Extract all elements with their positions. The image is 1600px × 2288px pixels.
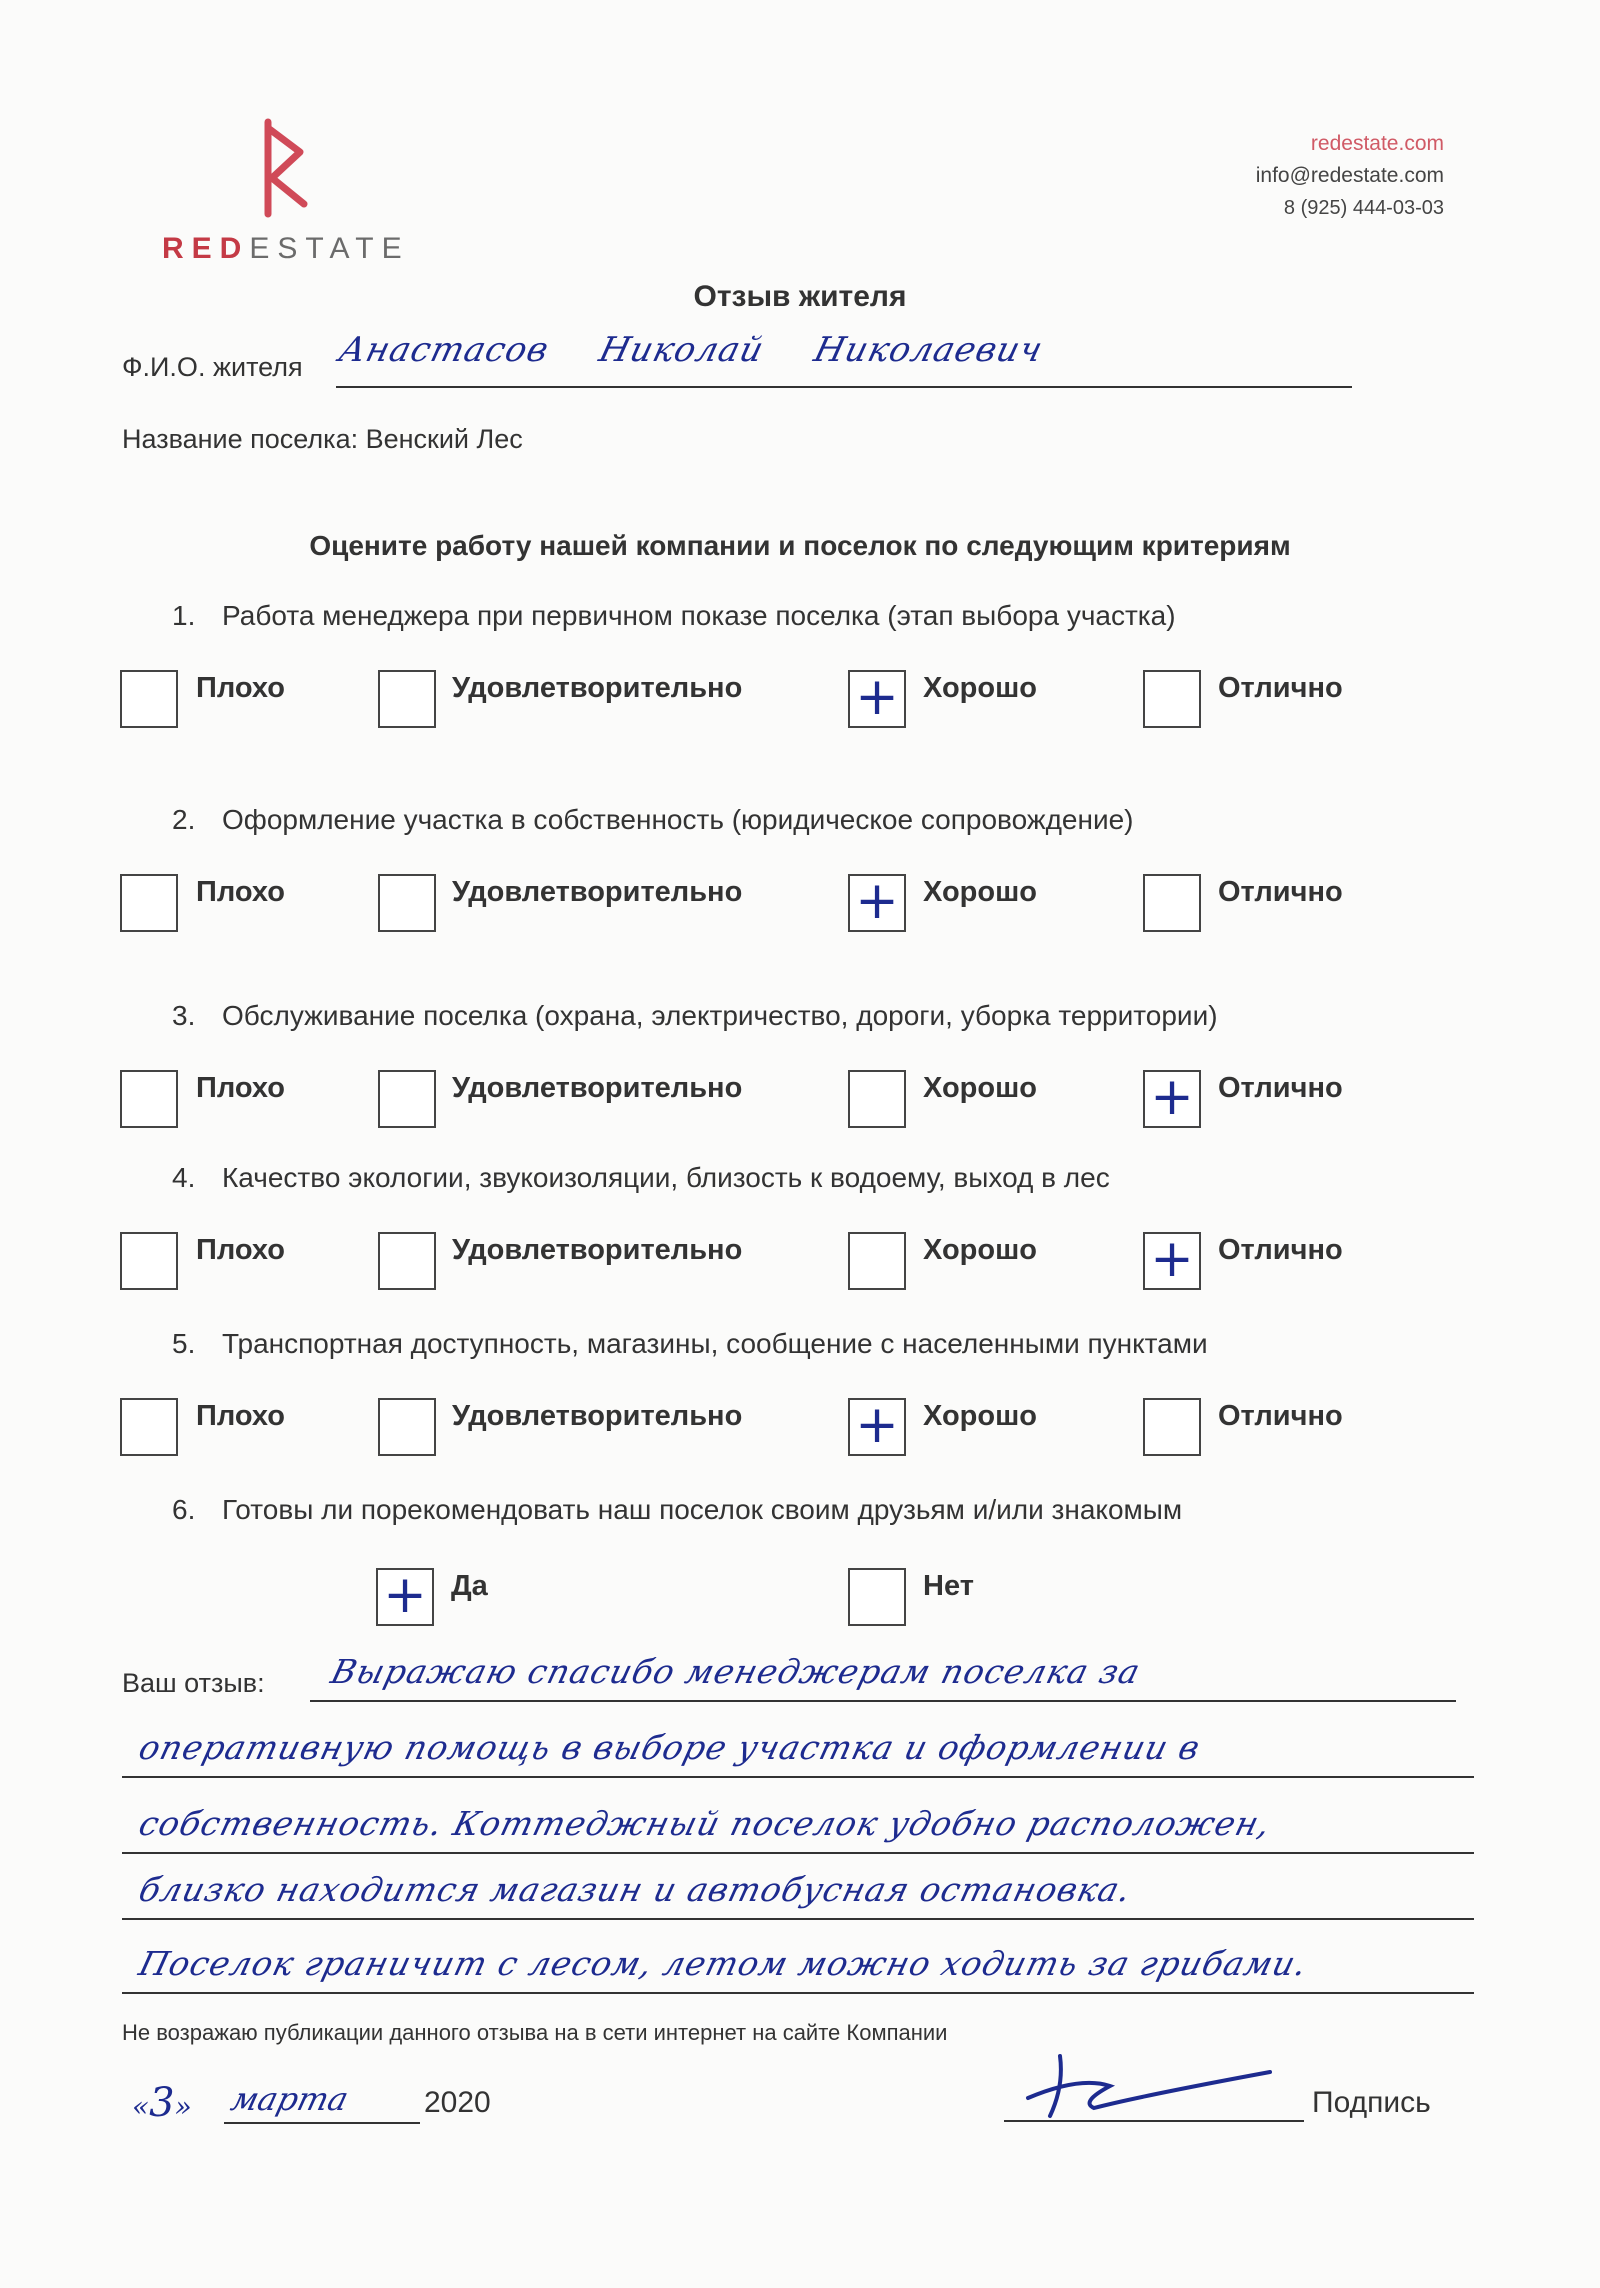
question-2 xyxy=(172,804,1134,836)
contacts-block xyxy=(1256,128,1444,224)
question-5-text: Транспортная доступность, магазины, сообщение с населенными пунктами xyxy=(222,1328,1208,1359)
question-2-text: Оформление участка в собственность (юридическое сопровождение) xyxy=(222,804,1134,835)
question-6-text: Готовы ли порекомендовать наш поселок своим друзьям и/или знакомым xyxy=(222,1494,1183,1525)
date-day[interactable]: 3 xyxy=(149,2080,175,2126)
option-no-label: Нет xyxy=(923,1570,974,1602)
review-line-4 xyxy=(122,1916,1474,1920)
question-4 xyxy=(172,1162,1110,1194)
review-label: Ваш отзыв: xyxy=(122,1668,265,1698)
review-text-line-4[interactable]: близко находится магазин и автобусная остановка. xyxy=(135,1870,1136,1909)
checkbox-q1-option-1[interactable] xyxy=(120,670,178,728)
question-5-number: 5. xyxy=(172,1328,196,1359)
question-4-text: Качество экологии, звукоизоляции, близость к водоему, выход в лес xyxy=(222,1162,1110,1193)
checkbox-q2-option-1[interactable] xyxy=(120,874,178,932)
checkbox-q4-option-2[interactable] xyxy=(378,1232,436,1290)
option-label-q3-3: Хорошо xyxy=(923,1072,1037,1104)
question-1-number: 1. xyxy=(172,600,196,631)
form-title: Отзыв жителя xyxy=(693,280,907,313)
review-line-5 xyxy=(122,1990,1474,1994)
redestate-logo-icon xyxy=(262,118,312,218)
checkbox-q4-mark: + xyxy=(1150,1229,1194,1289)
checkbox-q1-option-2[interactable] xyxy=(378,670,436,728)
checkbox-q2-option-2[interactable] xyxy=(378,874,436,932)
review-line-2 xyxy=(122,1774,1474,1778)
checkbox-q2-mark: + xyxy=(855,871,899,931)
logo-gray-part: ESTATE xyxy=(249,232,410,265)
question-6-number: 6. xyxy=(172,1494,196,1525)
date-month[interactable]: марта xyxy=(227,2080,353,2118)
question-1-text: Работа менеджера при первичном показе поселка (этап выбора участка) xyxy=(222,600,1176,631)
option-label-q5-4: Отлично xyxy=(1218,1400,1343,1432)
option-label-q4-4: Отлично xyxy=(1218,1234,1343,1266)
option-yes-label: Да xyxy=(451,1570,488,1602)
fio-handwritten-value[interactable]: Анастасов Николай Николаевич xyxy=(335,330,1048,370)
checkbox-q5-option-1[interactable] xyxy=(120,1398,178,1456)
date-block xyxy=(132,2080,192,2126)
question-6 xyxy=(172,1494,1182,1526)
option-label-q3-2: Удовлетворительно xyxy=(452,1072,743,1104)
option-label-q4-3: Хорошо xyxy=(923,1234,1037,1266)
checkbox-yes-mark: + xyxy=(383,1565,427,1625)
option-label-q5-2: Удовлетворительно xyxy=(452,1400,743,1432)
fio-underline xyxy=(336,384,1352,388)
contact-site: redestate.com xyxy=(1310,132,1444,155)
signature-label: Подпись xyxy=(1312,2086,1431,2119)
question-5 xyxy=(172,1328,1208,1360)
consent-text: Не возражаю публикации данного отзыва на в сети интернет на сайте Компании xyxy=(122,2020,948,2045)
question-3-number: 3. xyxy=(172,1000,196,1031)
question-4-number: 4. xyxy=(172,1162,196,1193)
review-text-line-1[interactable]: Выражаю спасибо менеджерам поселка за xyxy=(327,1652,1145,1691)
criteria-subtitle: Оцените работу нашей компании и поселок по следующим критериям xyxy=(309,530,1291,561)
checkbox-q3-option-3[interactable] xyxy=(848,1070,906,1128)
checkbox-q5-mark: + xyxy=(855,1395,899,1455)
checkbox-q5-option-2[interactable] xyxy=(378,1398,436,1456)
option-label-q1-3: Хорошо xyxy=(923,672,1037,704)
question-3 xyxy=(172,1000,1218,1032)
option-label-q3-1: Плохо xyxy=(196,1072,285,1104)
review-text-line-5[interactable]: Поселок граничит с лесом, летом можно ходить за грибами. xyxy=(135,1944,1312,1983)
option-label-q4-2: Удовлетворительно xyxy=(452,1234,743,1266)
logo-red-part: RED xyxy=(162,232,250,265)
option-label-q5-3: Хорошо xyxy=(923,1400,1037,1432)
option-label-q2-4: Отлично xyxy=(1218,876,1343,908)
checkbox-no[interactable] xyxy=(848,1568,906,1626)
review-line-1 xyxy=(310,1698,1456,1702)
option-label-q3-4: Отлично xyxy=(1218,1072,1343,1104)
option-label-q1-1: Плохо xyxy=(196,672,285,704)
checkbox-q1-mark: + xyxy=(855,667,899,727)
checkbox-q3-option-1[interactable] xyxy=(120,1070,178,1128)
question-3-text: Обслуживание поселка (охрана, электричество, дороги, уборка территории) xyxy=(222,1000,1218,1031)
date-quote-open: « xyxy=(132,2090,150,2123)
review-line-3 xyxy=(122,1850,1474,1854)
checkbox-q3-mark: + xyxy=(1150,1067,1194,1127)
review-text-line-3[interactable]: собственность. Коттеджный поселок удобно расположен, xyxy=(135,1804,1276,1843)
review-text-line-2[interactable]: оперативную помощь в выборе участка и оформлении в xyxy=(135,1728,1205,1767)
question-2-number: 2. xyxy=(172,804,196,835)
checkbox-q3-option-2[interactable] xyxy=(378,1070,436,1128)
option-label-q5-1: Плохо xyxy=(196,1400,285,1432)
checkbox-q1-option-4[interactable] xyxy=(1143,670,1201,728)
option-label-q2-2: Удовлетворительно xyxy=(452,876,743,908)
checkbox-q5-option-4[interactable] xyxy=(1143,1398,1201,1456)
date-month-line xyxy=(224,2120,420,2124)
village-label: Название поселка: Венский Лес xyxy=(122,424,523,454)
option-label-q2-1: Плохо xyxy=(196,876,285,908)
contact-email: info@redestate.com xyxy=(1255,164,1444,187)
fio-label: Ф.И.О. жителя xyxy=(122,352,303,382)
logo-wordmark xyxy=(162,232,410,266)
checkbox-q4-option-1[interactable] xyxy=(120,1232,178,1290)
option-label-q1-4: Отлично xyxy=(1218,672,1343,704)
date-quote-close: » xyxy=(174,2090,192,2123)
option-label-q4-1: Плохо xyxy=(196,1234,285,1266)
option-label-q2-3: Хорошо xyxy=(923,876,1037,908)
checkbox-q2-option-4[interactable] xyxy=(1143,874,1201,932)
contact-phone: 8 (925) 444-03-03 xyxy=(1283,197,1444,219)
question-1 xyxy=(172,600,1176,632)
date-year: 2020 xyxy=(424,2086,491,2119)
checkbox-q4-option-3[interactable] xyxy=(848,1232,906,1290)
signature-scribble-icon[interactable] xyxy=(1020,2046,1300,2136)
option-label-q1-2: Удовлетворительно xyxy=(452,672,743,704)
